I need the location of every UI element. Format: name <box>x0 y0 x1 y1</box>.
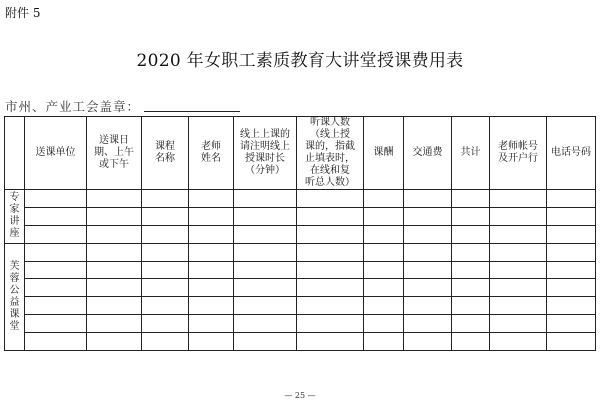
cell-attendance[interactable] <box>297 225 364 243</box>
cell-course[interactable] <box>142 243 189 261</box>
cell-transport[interactable] <box>404 225 452 243</box>
cell-phone[interactable] <box>547 225 596 243</box>
cell-account[interactable] <box>490 190 547 208</box>
cell-attendance[interactable] <box>297 333 364 351</box>
table-header-row <box>5 117 596 190</box>
cell-unit[interactable] <box>25 243 87 261</box>
cell-transport[interactable] <box>404 297 452 315</box>
column-header-line: 电话号码 <box>551 147 591 158</box>
stamp-label: 市州、产业工会盖章： <box>5 99 141 114</box>
cell-total[interactable] <box>452 261 490 279</box>
cell-course[interactable] <box>142 190 189 208</box>
cell-duration[interactable] <box>234 261 297 279</box>
cell-course[interactable] <box>142 315 189 333</box>
cell-date[interactable] <box>87 190 142 208</box>
cell-duration[interactable] <box>234 333 297 351</box>
cell-date[interactable] <box>87 297 142 315</box>
column-header-date <box>87 117 142 190</box>
cell-transport[interactable] <box>404 207 452 225</box>
cell-transport[interactable] <box>404 190 452 208</box>
group-label-char: 益 <box>9 296 20 308</box>
cell-date[interactable] <box>87 315 142 333</box>
cell-date[interactable] <box>87 225 142 243</box>
cell-fee[interactable] <box>364 243 404 261</box>
cell-unit[interactable] <box>25 261 87 279</box>
cell-duration[interactable] <box>234 315 297 333</box>
cell-fee[interactable] <box>364 261 404 279</box>
page-number: — 25 — <box>284 391 316 400</box>
attachment-label: 附件 5 <box>5 6 41 20</box>
cell-unit[interactable] <box>25 297 87 315</box>
cell-duration[interactable] <box>234 225 297 243</box>
table-row <box>5 225 596 243</box>
column-header-line: 请注明线上 <box>240 141 290 152</box>
cell-account[interactable] <box>490 315 547 333</box>
column-header-line: 授课时长 <box>245 153 285 164</box>
cell-unit[interactable] <box>25 279 87 297</box>
cell-course[interactable] <box>142 225 189 243</box>
cell-phone[interactable] <box>547 333 596 351</box>
column-header-line: 期、上午 <box>94 147 134 158</box>
cell-phone[interactable] <box>547 243 596 261</box>
cell-total[interactable] <box>452 279 490 297</box>
cell-teacher[interactable] <box>189 243 234 261</box>
cell-fee[interactable] <box>364 297 404 315</box>
cell-phone[interactable] <box>547 279 596 297</box>
cell-total[interactable] <box>452 297 490 315</box>
cell-teacher[interactable] <box>189 261 234 279</box>
cell-total[interactable] <box>452 333 490 351</box>
page-title: 2020 年女职工素质教育大讲堂授课费用表 <box>136 51 464 71</box>
cell-account[interactable] <box>490 207 547 225</box>
column-header-line: 听课人数 <box>310 117 350 128</box>
cell-duration[interactable] <box>234 207 297 225</box>
cell-unit[interactable] <box>25 225 87 243</box>
cell-unit[interactable] <box>25 190 87 208</box>
column-header-phone <box>547 117 596 190</box>
cell-unit[interactable] <box>25 207 87 225</box>
cell-total[interactable] <box>452 207 490 225</box>
table-row <box>5 279 596 297</box>
cell-duration[interactable] <box>234 243 297 261</box>
cell-date[interactable] <box>87 243 142 261</box>
cell-attendance[interactable] <box>297 243 364 261</box>
column-header-line: 在线和复 <box>310 165 350 176</box>
column-header-course <box>142 117 189 190</box>
cell-fee[interactable] <box>364 207 404 225</box>
cell-account[interactable] <box>490 225 547 243</box>
group-label-char: 家 <box>9 204 20 216</box>
cell-account[interactable] <box>490 243 547 261</box>
cell-attendance[interactable] <box>297 207 364 225</box>
cell-account[interactable] <box>490 333 547 351</box>
cell-attendance[interactable] <box>297 315 364 333</box>
cell-total[interactable] <box>452 225 490 243</box>
column-header-line: 送课日 <box>99 135 129 146</box>
header-corner <box>5 117 25 190</box>
cell-phone[interactable] <box>547 261 596 279</box>
cell-total[interactable] <box>452 243 490 261</box>
cell-unit[interactable] <box>25 333 87 351</box>
group-label-char: 堂 <box>9 320 20 332</box>
column-header-account <box>490 117 547 190</box>
cell-teacher[interactable] <box>189 315 234 333</box>
column-header-line: 止填表时， <box>305 153 355 164</box>
column-header-line: 送课单位 <box>35 147 76 158</box>
fee-table <box>4 116 596 351</box>
cell-course[interactable] <box>142 333 189 351</box>
column-header-line: 共计 <box>460 147 481 158</box>
cell-account[interactable] <box>490 261 547 279</box>
cell-teacher[interactable] <box>189 333 234 351</box>
cell-course[interactable] <box>142 261 189 279</box>
cell-teacher[interactable] <box>189 207 234 225</box>
cell-transport[interactable] <box>404 333 452 351</box>
table-row <box>5 261 596 279</box>
column-header-line: 名称 <box>155 153 175 164</box>
cell-date[interactable] <box>87 333 142 351</box>
cell-phone[interactable] <box>547 207 596 225</box>
column-header-duration <box>234 117 297 190</box>
cell-total[interactable] <box>452 315 490 333</box>
column-header-line: 线上上课的 <box>240 129 290 140</box>
group-label-char: 专 <box>9 192 20 204</box>
cell-fee[interactable] <box>364 333 404 351</box>
column-header-unit <box>25 117 87 190</box>
column-header-line: 及开户行 <box>498 153 538 164</box>
table-row <box>5 297 596 315</box>
column-header-line: 老师帐号 <box>498 141 538 152</box>
column-header-line: 听总人数） <box>305 177 355 188</box>
cell-transport[interactable] <box>404 279 452 297</box>
cell-transport[interactable] <box>404 315 452 333</box>
table-row <box>5 243 596 261</box>
cell-course[interactable] <box>142 297 189 315</box>
table-row <box>5 190 596 208</box>
column-header-attendance <box>297 117 364 190</box>
cell-attendance[interactable] <box>297 190 364 208</box>
cell-fee[interactable] <box>364 225 404 243</box>
cell-attendance[interactable] <box>297 279 364 297</box>
cell-duration[interactable] <box>234 190 297 208</box>
column-header-teacher <box>189 117 234 190</box>
cell-duration[interactable] <box>234 279 297 297</box>
cell-teacher[interactable] <box>189 190 234 208</box>
column-header-total <box>452 117 490 190</box>
cell-total[interactable] <box>452 190 490 208</box>
table-row <box>5 315 596 333</box>
cell-fee[interactable] <box>364 279 404 297</box>
cell-course[interactable] <box>142 207 189 225</box>
column-header-line: 课酬 <box>373 147 394 158</box>
cell-date[interactable] <box>87 261 142 279</box>
cell-date[interactable] <box>87 279 142 297</box>
column-header-line: 交通费 <box>412 147 443 158</box>
cell-attendance[interactable] <box>297 297 364 315</box>
column-header-line: 课程 <box>155 141 175 152</box>
group-label-char: 芙 <box>9 260 20 272</box>
table-row <box>5 207 596 225</box>
table-row <box>5 333 596 351</box>
group-label-char: 公 <box>9 284 20 296</box>
cell-duration[interactable] <box>234 297 297 315</box>
column-header-line: 姓名 <box>201 153 221 164</box>
cell-attendance[interactable] <box>297 261 364 279</box>
stamp-blank <box>144 99 240 112</box>
cell-date[interactable] <box>87 207 142 225</box>
stamp-line <box>5 97 240 115</box>
cell-transport[interactable] <box>404 261 452 279</box>
column-header-line: 或下午 <box>99 159 129 170</box>
cell-unit[interactable] <box>25 315 87 333</box>
cell-phone[interactable] <box>547 315 596 333</box>
group-label-char: 座 <box>9 228 20 240</box>
group-label <box>5 243 25 350</box>
cell-account[interactable] <box>490 297 547 315</box>
cell-fee[interactable] <box>364 315 404 333</box>
column-header-fee <box>364 117 404 190</box>
column-header-line: （线上授 <box>310 129 350 140</box>
cell-teacher[interactable] <box>189 225 234 243</box>
cell-course[interactable] <box>142 279 189 297</box>
group-label-char: 蓉 <box>9 272 20 284</box>
cell-account[interactable] <box>490 279 547 297</box>
column-header-line: （分钟） <box>245 165 285 176</box>
column-header-line: 老师 <box>201 141 221 152</box>
group-label-char: 讲 <box>9 216 20 228</box>
cell-phone[interactable] <box>547 297 596 315</box>
group-label <box>5 190 25 244</box>
column-header-line: 课的，指截 <box>305 141 355 152</box>
cell-phone[interactable] <box>547 190 596 208</box>
column-header-transport <box>404 117 452 190</box>
group-label-char: 课 <box>9 308 20 320</box>
cell-teacher[interactable] <box>189 297 234 315</box>
cell-fee[interactable] <box>364 190 404 208</box>
cell-teacher[interactable] <box>189 279 234 297</box>
cell-transport[interactable] <box>404 243 452 261</box>
